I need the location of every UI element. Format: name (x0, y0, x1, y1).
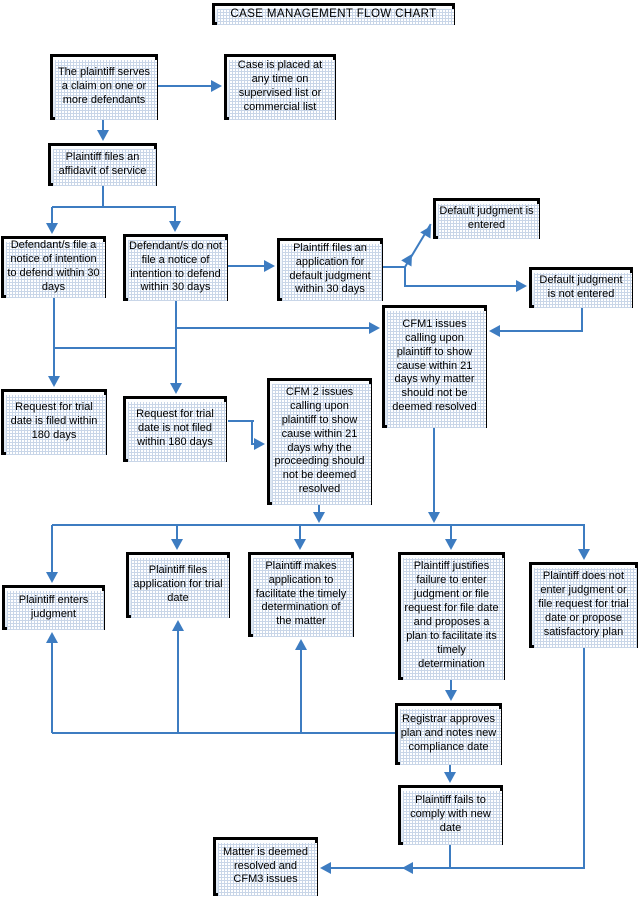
node-request-trial-date-filed: Request for trial date is filed within 180 days (1, 389, 107, 455)
arrowhead-icon (254, 438, 265, 450)
connector-line (52, 206, 176, 208)
connector-line (300, 650, 302, 733)
connector-line (583, 648, 585, 869)
arrowhead-icon (97, 130, 109, 141)
arrowhead-icon (172, 620, 184, 631)
arrowhead-icon (171, 539, 183, 550)
arrowhead-icon (48, 376, 60, 387)
node-defendants-file-notice: Defendant/s file a notice of intention to defend within 30 days (1, 236, 106, 298)
node-plaintiff-enters-judgment: Plaintiff enters judgment (2, 585, 105, 630)
arrowhead-icon (428, 512, 440, 523)
arrowhead-icon (402, 862, 413, 874)
node-plaintiff-justifies-failure: Plaintiff justifies failure to enter judgment or file request for file date and proposes a plan to facilitate its timely determination (398, 552, 505, 680)
connector-line (406, 285, 518, 287)
connector-line (175, 301, 177, 385)
connector-line (500, 330, 583, 332)
connector-line (158, 85, 214, 87)
node-default-judgment-not-entered: Default judgment is not entered (529, 267, 633, 308)
node-affidavit-of-service: Plaintiff files an affidavit of service (48, 143, 157, 186)
connector-line (228, 265, 266, 267)
connector-line (330, 867, 585, 869)
node-default-judgment-application: Plaintiff files an application for default judgment within 30 days (277, 238, 383, 301)
node-serve-claim: The plaintiff serves a claim on one or more defendants (50, 54, 158, 120)
arrowhead-icon (401, 251, 417, 267)
connector-line (583, 525, 585, 552)
arrowhead-icon (170, 383, 182, 394)
node-plaintiff-files-application-trial-date: Plaintiff files application for trial date (126, 552, 230, 618)
node-request-trial-date-not-filed: Request for trial date is not filed within 180 days (123, 396, 227, 462)
arrowhead-icon (313, 512, 325, 523)
arrowhead-icon (444, 772, 456, 783)
connector-line (177, 327, 371, 329)
connector-line (404, 267, 406, 287)
node-case-placed: Case is placed at any time on supervised list or commercial list (224, 54, 336, 120)
connector-line (53, 298, 55, 379)
arrowhead-icon (211, 80, 222, 92)
node-matter-deemed-resolved: Matter is deemed resolved and CFM3 issues (213, 837, 318, 896)
node-defendants-do-not-file: Defendant/s do not file a notice of intention to defend within 30 days (123, 234, 228, 301)
arrowhead-icon (489, 325, 500, 337)
arrowhead-icon (46, 632, 58, 643)
connector-line (51, 643, 53, 733)
connector-line (52, 732, 396, 734)
arrowhead-icon (445, 690, 457, 701)
connector-line (55, 347, 177, 349)
connector-line (433, 428, 435, 515)
node-cfm1: CFM1 issues calling upon plaintiff to show cause within 21 days why matter should not be deemed resolved (382, 305, 487, 428)
arrowhead-icon (578, 549, 590, 560)
connector-line (177, 631, 179, 733)
node-default-judgment-entered: Default judgment is entered (433, 198, 540, 239)
arrowhead-icon (294, 539, 306, 550)
connector-line (449, 845, 451, 869)
arrowhead-icon (46, 572, 58, 583)
connector-line (51, 525, 53, 574)
node-registrar-approves-plan: Registrar approves plan and notes new compliance date (395, 703, 502, 765)
arrowhead-icon (516, 280, 527, 292)
connector-line (102, 186, 104, 208)
arrowhead-icon (369, 322, 380, 334)
arrowhead-icon (445, 539, 457, 550)
arrowhead-icon (295, 639, 307, 650)
connector-line (581, 308, 583, 332)
node-cfm2: CFM 2 issues calling upon plaintiff to show cause within 21 days why the proceeding should not be deemed resolved (267, 378, 372, 505)
connector-line (251, 421, 253, 445)
arrowhead-icon (46, 223, 58, 234)
arrowhead-icon (169, 221, 181, 232)
node-plaintiff-does-not-enter: Plaintiff does not enter judgment or file request for trial date or propose satisfactory plan (529, 562, 638, 648)
connector-line (52, 524, 585, 526)
arrowhead-icon (320, 862, 331, 874)
node-plaintiff-fails-to-comply: Plaintiff fails to comply with new date (398, 785, 503, 845)
connector-line (383, 266, 406, 268)
chart-title: CASE MANAGEMENT FLOW CHART (212, 3, 455, 25)
node-plaintiff-makes-application: Plaintiff makes application to facilitate the timely determination of the matter (248, 552, 354, 637)
arrowhead-icon (264, 260, 275, 272)
